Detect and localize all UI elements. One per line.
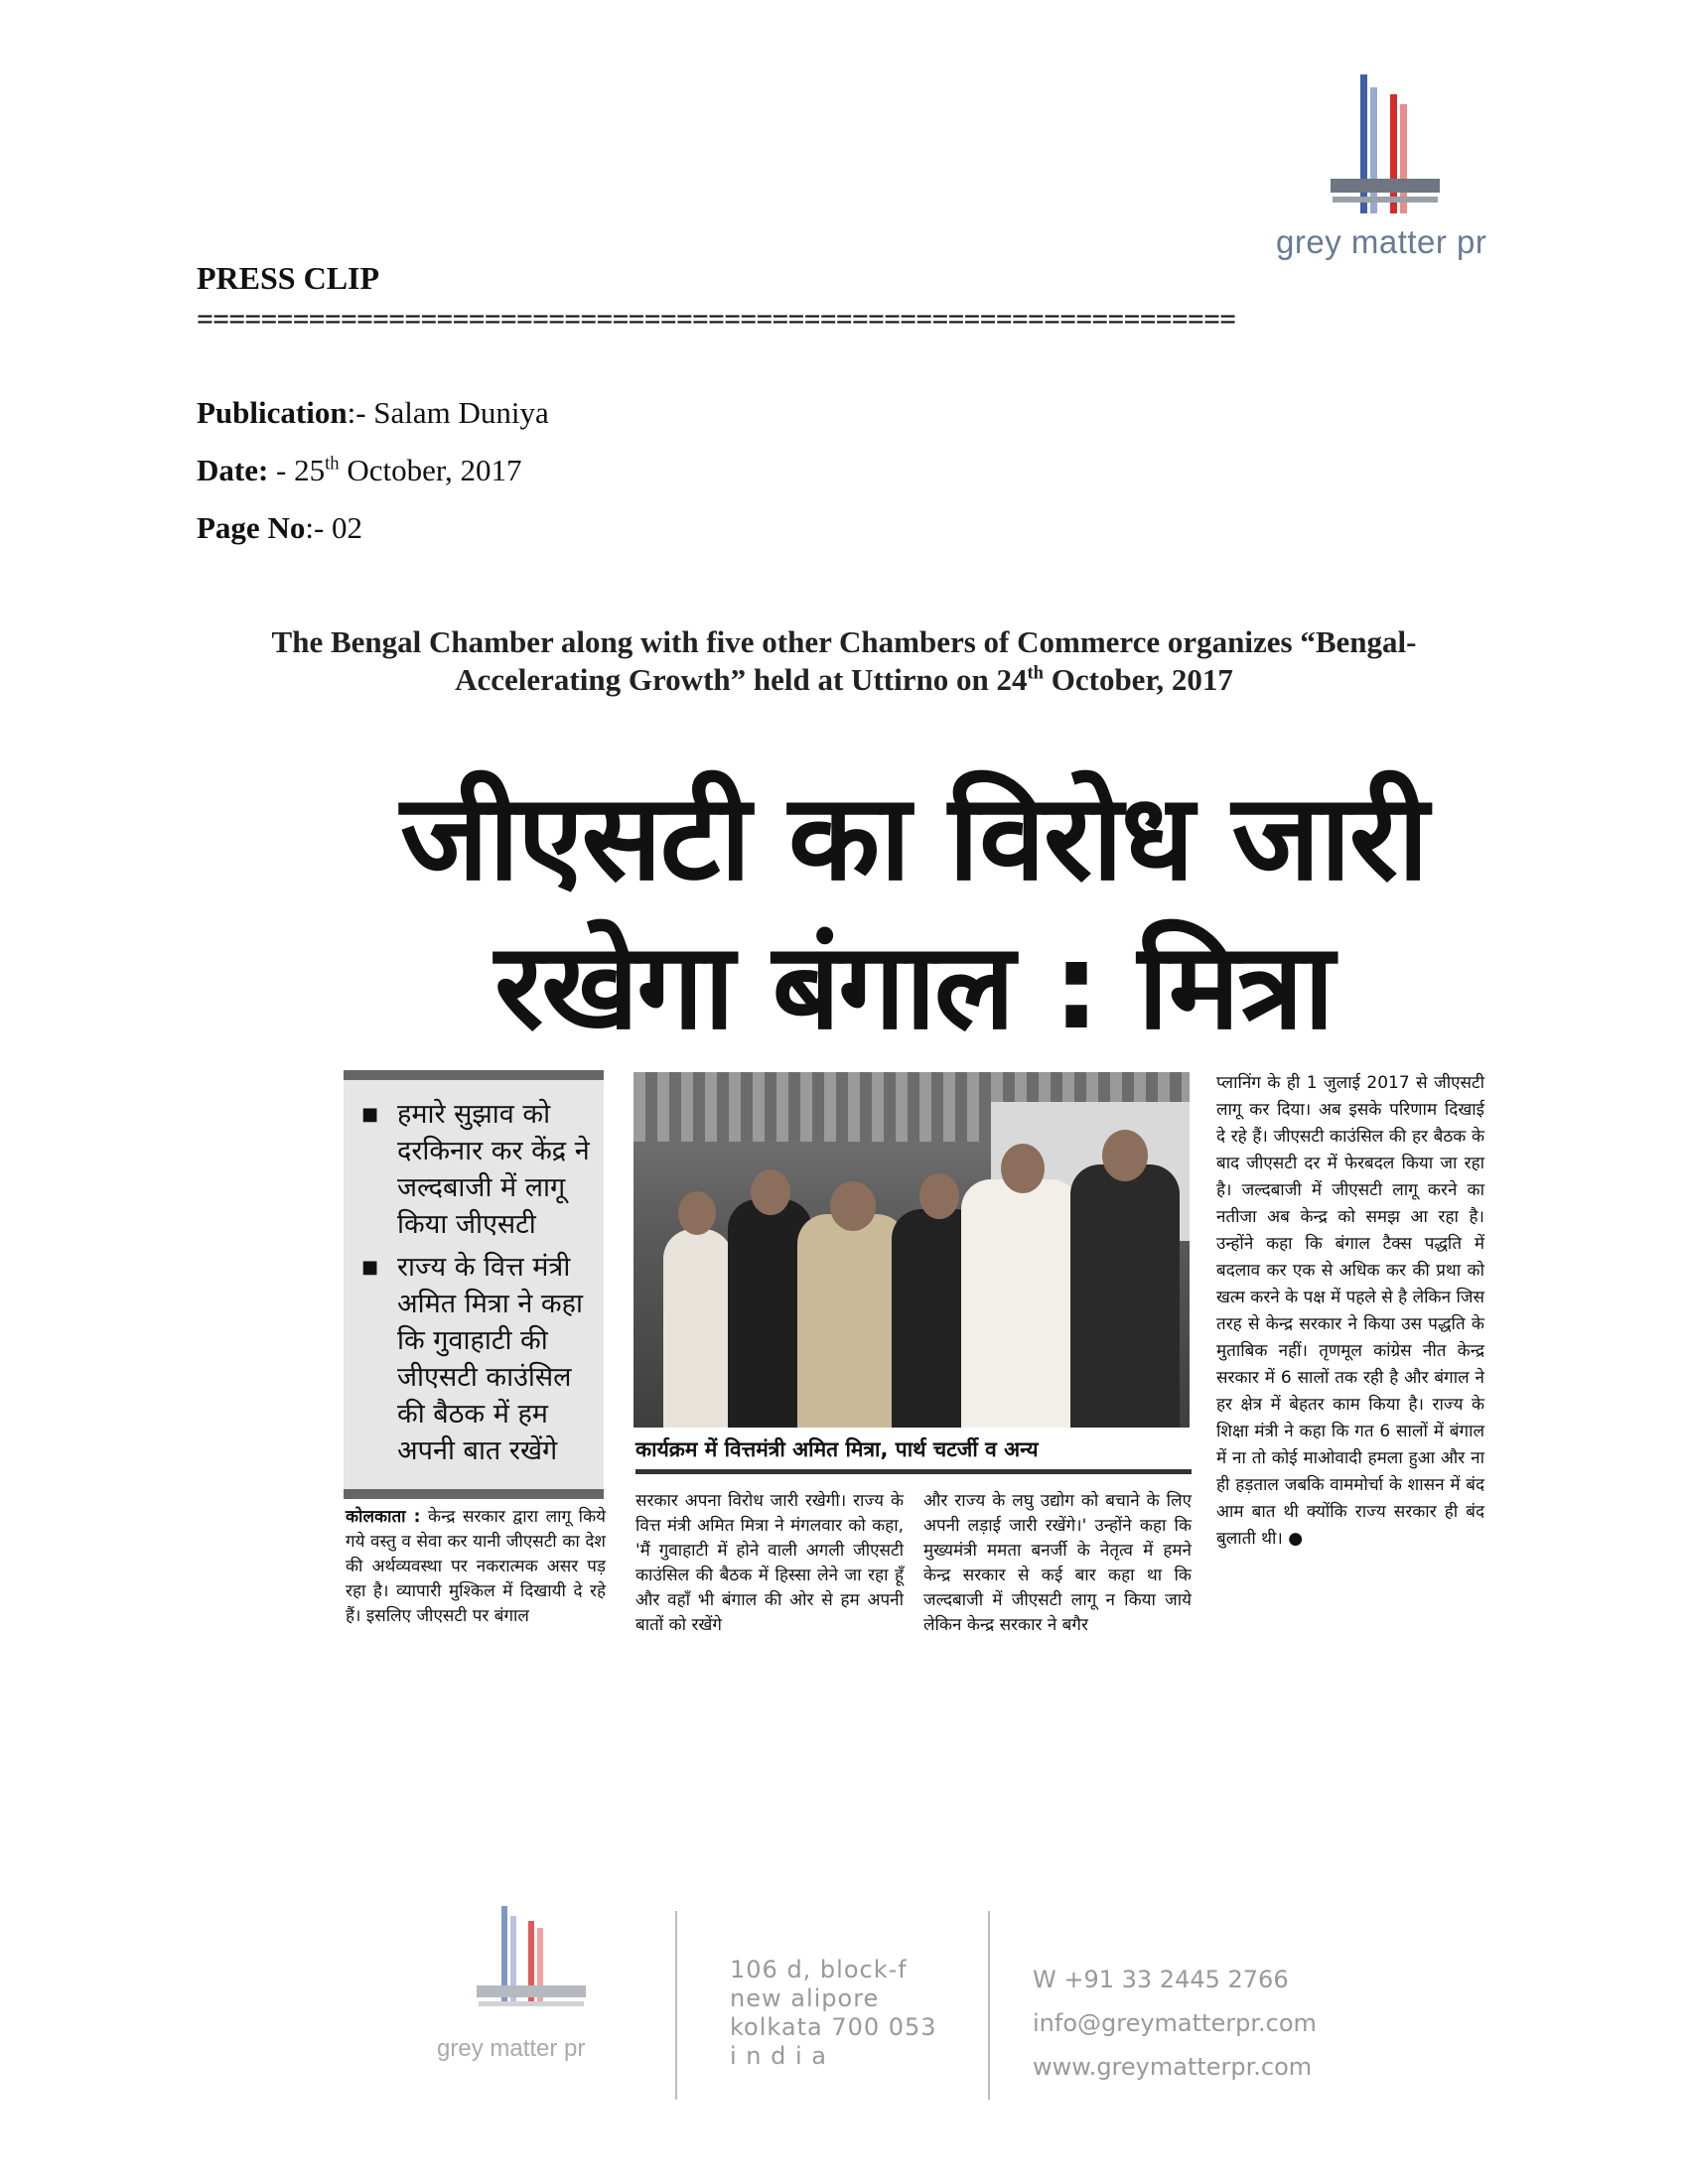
clip-caption-line2-prefix: Accelerating Growth” held at Uttirno on 24 <box>455 662 1028 697</box>
article-column-3: और राज्य के लघु उद्योग को बचाने के लिए अपनी लड़ाई जारी रखेंगे।' उन्होंने कहा कि मुख्यमंत्री ममता बनर्जी के नेतृत्व में हमने केन्द्र सरकार से कई बार कहा था कि जल्दबाजी में जीएसटी लागू न किया जाये लेकिन केन्द्र सरकार ने बगैर <box>923 1491 1192 1635</box>
address-line: new alipore <box>730 1984 880 2012</box>
photo-person <box>663 1229 733 1428</box>
footer-email: info@greymatterpr.com <box>1033 2009 1317 2037</box>
clip-caption-line2 <box>199 661 1489 699</box>
highlight-bullet: ■ हमारे सुझाव को दरकिनार कर केंद्र ने जल्दबाजी में लागू किया जीएसटी <box>352 1096 604 1243</box>
date-sup: th <box>325 453 340 475</box>
date-line <box>197 453 521 488</box>
date-label: Date: <box>197 453 269 487</box>
address-line: 106 d, block-f <box>730 1956 908 1983</box>
page-title: PRESS CLIP <box>197 260 380 296</box>
photo-head <box>830 1181 876 1231</box>
photo-caption: कार्यक्रम में वित्तमंत्री अमित मित्रा, पार्थ चटर्जी व अन्य <box>635 1435 1192 1474</box>
photo-head <box>751 1169 790 1215</box>
address-line: kolkata 700 053 <box>730 2013 937 2041</box>
article-column-2: सरकार अपना विरोध जारी रखेगी। राज्य के वित्त मंत्री अमित मित्रा ने मंगलवार को कहा, 'मैं गुवाहाटी में होने वाली अगली जीएसटी काउंसिल की बैठक में हिस्सा लेने जा रहा हूँ और वहाँ भी बंगाल की ओर से हम अपनी बातों को रखेंगे <box>635 1491 904 1635</box>
photo-person <box>1070 1164 1180 1428</box>
photo-head <box>678 1191 716 1235</box>
footer-contact <box>1033 1958 1317 2089</box>
clip-caption <box>199 623 1489 699</box>
address-line: i n d i a <box>730 2042 828 2070</box>
company-logo-text: grey matter pr <box>1276 223 1487 260</box>
page-value: :- 02 <box>305 510 363 545</box>
date-suffix: October, 2017 <box>339 453 522 487</box>
clip-caption-sup: th <box>1027 662 1044 684</box>
page-line <box>197 510 362 546</box>
highlight-bullet: ■ राज्य के वित्त मंत्री अमित मित्रा ने कहा कि गुवाहाटी की जीएसटी काउंसिल की बैठक में हम अपनी बात रखेंगे <box>352 1249 604 1469</box>
photo-head <box>1001 1144 1045 1193</box>
clip-caption-line2-suffix: October, 2017 <box>1044 662 1233 697</box>
publication-line <box>197 395 549 431</box>
dateline: कोलकाता : <box>346 1507 421 1527</box>
article-column-1-text: केन्द्र सरकार द्वारा लागू किये गये वस्तु व सेवा कर यानी जीएसटी का देश की अर्थव्यवस्था पर नकरात्मक असर पड़ रहा है। व्यापारी मुश्किल में दिखायी दे रहे हैं। इसलिए जीएसटी पर बंगाल <box>346 1507 606 1626</box>
article-column-4: प्लानिंग के ही 1 जुलाई 2017 से जीएसटी लागू कर दिया। अब इसके परिणाम दिखाई दे रहे हैं। जीएसटी काउंसिल की हर बैठक के बाद जीएसटी दर में फेरबदल किया जा रहा है। जल्दबाजी में जीएसटी लागू करने का नतीजा अब केन्द्र को समझ आ रहा है। उन्होंने कहा कि बंगाल टैक्स पद्धति में बदलाव कर एक से अधिक कर की प्रथा को खत्म करने के पक्ष में पहले से है लेकिन जिस तरह से केन्द्र सरकार ने किया उस पद्धति के मुताबिक नहीं। तृणमूल कांग्रेस नीत केन्द्र सरकार में 6 सालों तक रही है और बंगाल ने हर क्षेत्र में बेहतर काम किया है। राज्य के शिक्षा मंत्री ने कहा कि गत 6 सालों में बंगाल में ना तो कोई माओवादी हमला हुआ और ना ही हड़ताल जबकि वाममोर्चा के शासन में बंद आम बात थी क्योंकि राज्य सरकार ही बंद बुलाती थी। ● <box>1216 1073 1484 1549</box>
article-column-1 <box>346 1505 606 1629</box>
publication-value: :- Salam Duniya <box>347 395 549 430</box>
footer-address <box>730 1956 937 2071</box>
highlight-box <box>344 1070 604 1499</box>
footer-logo-text: grey matter pr <box>437 2035 586 2062</box>
date-prefix: - 25 <box>268 453 326 487</box>
footer-divider <box>675 1911 677 2100</box>
photo-person <box>961 1179 1080 1428</box>
divider-line: ================================================================= <box>197 303 1236 336</box>
headline-line1: जीएसटी का विरोध जारी <box>400 769 1427 907</box>
article-headline <box>328 764 1499 1062</box>
headline-line2: रखेगा बंगाल : मित्रा <box>494 918 1333 1056</box>
photo-head <box>1102 1130 1148 1181</box>
page-label: Page No <box>197 510 306 545</box>
footer-logo-icon <box>457 1906 616 2045</box>
publication-label: Publication <box>197 395 348 430</box>
footer-divider <box>988 1911 990 2100</box>
event-photo <box>633 1072 1190 1428</box>
photo-head <box>919 1173 959 1219</box>
footer-phone: W +91 33 2445 2766 <box>1033 1966 1289 1993</box>
clip-caption-line1: The Bengal Chamber along with five other Chambers of Commerce organizes “Bengal- <box>271 624 1417 659</box>
photo-person <box>797 1214 907 1428</box>
footer-website: www.greymatterpr.com <box>1033 2053 1313 2081</box>
